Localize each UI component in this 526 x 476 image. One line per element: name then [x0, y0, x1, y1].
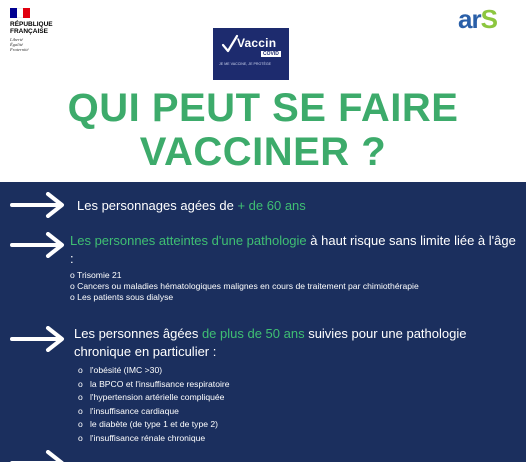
list-item: o l'obésité (IMC >30) — [74, 364, 230, 378]
list-item: o l'insuffisance rénale chronique — [74, 432, 230, 446]
rf-motto: Liberté Égalité Fraternité — [10, 37, 29, 52]
list-item: o l'insuffisance cardiaque — [74, 405, 230, 419]
item2-highlight: Les personnes atteintes d'une pathologie — [70, 233, 307, 248]
list-item: o l'hypertension artérielle compliquée — [74, 391, 230, 405]
list-item: o Trisomie 21 — [70, 270, 419, 281]
item3-text-before: Les personnes âgées — [74, 326, 202, 341]
item3-highlight: de plus de 50 ans — [201, 326, 305, 341]
title-line-1: QUI PEUT SE FAIRE — [67, 86, 459, 130]
item-pathology — [70, 232, 520, 268]
item-seniors — [77, 198, 306, 213]
item1-highlight: + de 60 ans — [237, 198, 306, 213]
item3-text-after: suivies pour une pathologie chronique en particulier : — [74, 326, 467, 359]
vaccin-word: Vaccin — [237, 36, 277, 50]
title-line-2: VACCINER ? — [139, 130, 387, 174]
arrow-right-icon — [10, 326, 66, 352]
list-item: o Les patients sous dialyse — [70, 292, 419, 303]
chronic-list — [74, 364, 230, 445]
ars-mark-s: S — [480, 4, 497, 34]
arrow-right-icon — [10, 232, 66, 258]
vaccin-covid-logo — [213, 28, 289, 80]
list-item: o le diabète (de type 1 et de type 2) — [74, 418, 230, 432]
french-flag-icon — [10, 8, 30, 18]
arrow-right-icon — [10, 450, 66, 476]
vaccin-tagline: JE ME VACCINE, JE PROTÈGE — [219, 62, 272, 66]
page-title — [0, 86, 526, 174]
ars-logo — [458, 6, 518, 46]
pathology-list — [70, 270, 419, 302]
rf-title: RÉPUBLIQUE FRANÇAISE — [10, 21, 53, 35]
item2-text: à haut risque sans limite liée à l'âge : — [70, 233, 516, 266]
arrow-right-icon — [10, 192, 66, 218]
list-item: o la BPCO et l'insuffisance respiratoire — [74, 378, 230, 392]
republique-francaise-logo — [10, 8, 62, 56]
info-panel — [0, 182, 526, 462]
item1-text: Les personnages agées de — [77, 198, 238, 213]
item-chronic — [74, 325, 524, 361]
ars-mark-ar: ar — [458, 4, 481, 34]
list-item: o Cancers ou maladies hématologiques malignes en cours de traitement par chimiothérapie — [70, 281, 419, 292]
vaccin-covid-label: COVID — [263, 51, 279, 57]
